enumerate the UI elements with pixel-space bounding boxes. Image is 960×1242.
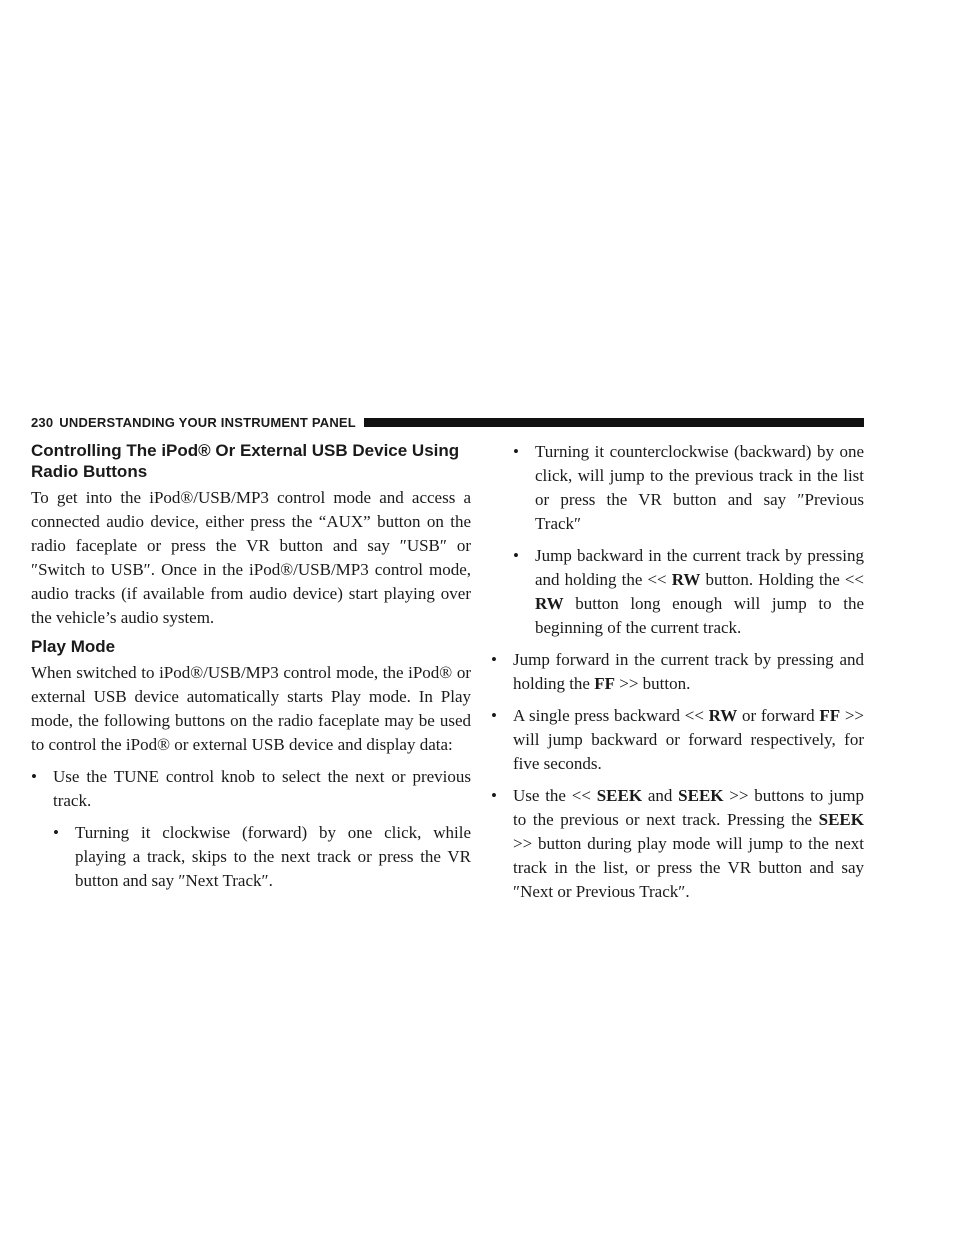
paragraph-control-mode: To get into the iPod®/USB/MP3 control mode and access a connected audio device, either press the “AUX” button on the radio faceplate or press the VR button and say ″USB″ or ″Switch to USB″. Once in the iPod®/USB/MP3 control mode, audio tracks (if available from audio device) start playing over the vehicle’s audio system. [31, 488, 471, 627]
list-item-clockwise [53, 821, 471, 893]
list-item-text [513, 784, 864, 904]
header-rule [364, 418, 864, 427]
paragraph-play-mode: When switched to iPod®/USB/MP3 control mode, the iPod® or external USB device automatically starts Play mode. In Play mode, the following buttons on the radio faceplate may be used to control the iPod® or external USB device and display data: [31, 663, 471, 754]
page-number: 230 [31, 414, 54, 430]
text-run: A single press backward << [513, 706, 709, 725]
ff-label: FF [594, 674, 615, 693]
bullet-glyph: • [513, 546, 519, 565]
list-item-tune-knob [31, 765, 471, 813]
bullet-glyph: • [53, 823, 59, 842]
bullet-glyph: • [491, 786, 497, 805]
text-run: >> button during play mode will jump to the next track in the list, or press the VR button and say ″Next or Previous Track″. [513, 834, 864, 901]
text-run: >> buttons to jump to the previous or next track. Pressing the [513, 786, 865, 829]
text-run: Jump forward in the current track by pressing and holding the [513, 650, 864, 693]
heading-controlling-ipod: Controlling The iPod® Or External USB Device Using Radio Buttons [31, 441, 460, 481]
seek-label: SEEK [678, 786, 724, 805]
text-run: >> will jump backward or forward respectively, for five seconds. [513, 706, 864, 773]
ff-label: FF [819, 706, 841, 725]
bullet-glyph: • [31, 767, 37, 786]
text-run: button long enough will jump to the beginning of the current track. [535, 594, 864, 637]
text-run: >> button. [615, 674, 691, 693]
text-run: and [642, 786, 679, 805]
page-header [31, 415, 864, 429]
list-item-text: Turning it counterclockwise (backward) by one click, will jump to the previous track in the list or press the VR button and say ″Previous Track″ [535, 442, 864, 533]
section-title: UNDERSTANDING YOUR INSTRUMENT PANEL [59, 414, 356, 430]
list-item-seek [491, 784, 864, 904]
list-item-jump-backward [513, 544, 864, 640]
list-item-text: Use the TUNE control knob to select the next or previous track. [53, 767, 471, 810]
list-item-text [513, 648, 864, 696]
right-column [491, 440, 864, 904]
text-run: button. Holding the << [700, 570, 864, 589]
rw-label: RW [671, 570, 701, 589]
rw-label: RW [708, 706, 738, 725]
list-item-text [513, 704, 864, 776]
rw-label: RW [535, 594, 564, 613]
list-item-counterclockwise [513, 440, 864, 536]
bullet-glyph: • [513, 442, 519, 461]
seek-label: SEEK [818, 810, 864, 829]
text-run: or forward [737, 706, 820, 725]
bullet-glyph: • [491, 706, 497, 725]
bullet-glyph: • [491, 650, 497, 669]
list-item-text [535, 544, 864, 640]
seek-label: SEEK [596, 786, 643, 805]
list-item-jump-forward [491, 648, 864, 696]
list-item-text: Turning it clockwise (forward) by one click, while playing a track, skips to the next track or press the VR button and say ″Next Track″. [75, 823, 471, 890]
heading-play-mode: Play Mode [31, 637, 116, 656]
text-run: Jump backward in the current track by pressing and holding the << [535, 546, 864, 589]
list-item-single-press [491, 704, 864, 776]
left-column [31, 440, 471, 893]
text-run: Use the << [513, 786, 597, 805]
